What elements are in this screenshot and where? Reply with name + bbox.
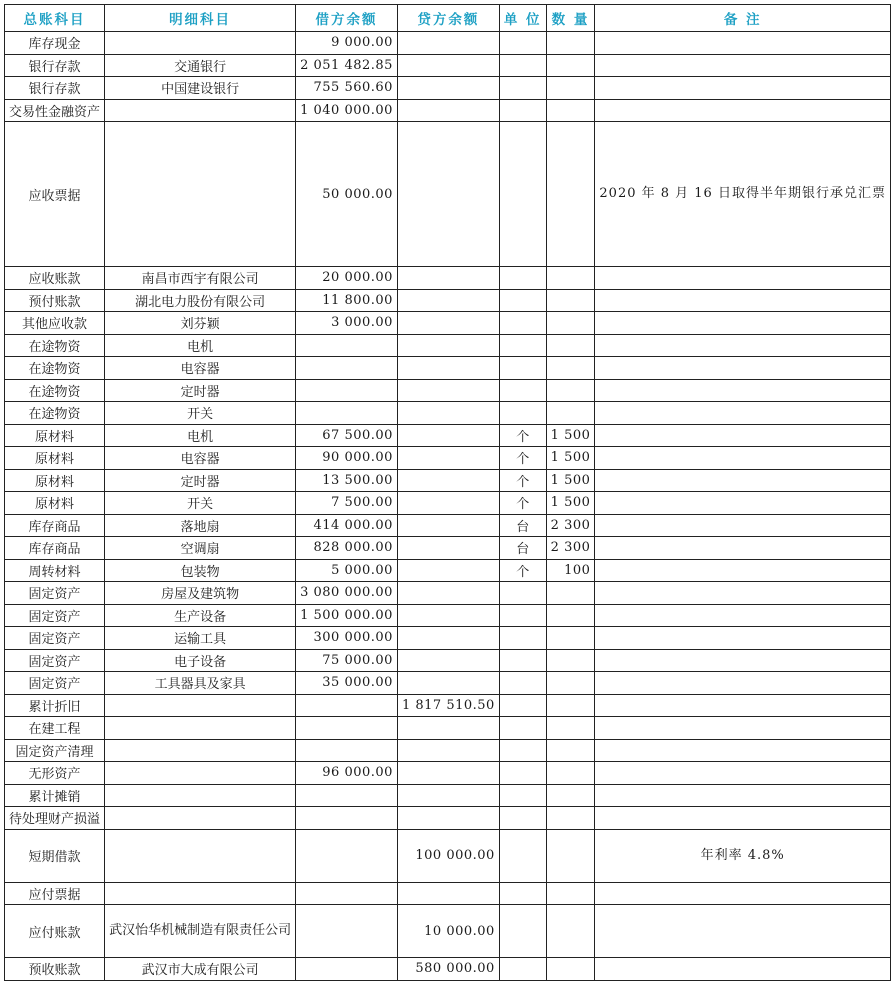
unit-cell xyxy=(499,905,546,958)
debit-cell: 1 500 000.00 xyxy=(296,604,398,627)
debit-cell: 35 000.00 xyxy=(296,672,398,695)
unit-cell xyxy=(499,882,546,905)
account-cell: 周转材料 xyxy=(5,559,105,582)
credit-cell xyxy=(397,402,499,425)
debit-cell: 828 000.00 xyxy=(296,537,398,560)
table-row xyxy=(5,492,891,515)
unit-cell xyxy=(499,289,546,312)
table-row xyxy=(5,905,891,958)
qty-cell xyxy=(546,289,595,312)
unit-cell xyxy=(499,784,546,807)
account-cell: 库存商品 xyxy=(5,537,105,560)
unit-cell xyxy=(499,717,546,740)
account-cell: 银行存款 xyxy=(5,77,105,100)
debit-cell: 90 000.00 xyxy=(296,447,398,470)
unit-cell: 个 xyxy=(499,559,546,582)
table-row xyxy=(5,604,891,627)
qty-cell xyxy=(546,402,595,425)
account-cell: 应付票据 xyxy=(5,882,105,905)
credit-cell xyxy=(397,882,499,905)
note-cell xyxy=(595,469,891,492)
credit-cell xyxy=(397,469,499,492)
debit-cell xyxy=(296,402,398,425)
debit-cell xyxy=(296,379,398,402)
debit-cell xyxy=(296,882,398,905)
table-row xyxy=(5,289,891,312)
debit-cell xyxy=(296,357,398,380)
credit-cell xyxy=(397,807,499,830)
detail-cell xyxy=(105,739,296,762)
unit-cell xyxy=(499,267,546,290)
account-cell: 在途物资 xyxy=(5,334,105,357)
unit-cell xyxy=(499,958,546,981)
note-cell xyxy=(595,537,891,560)
note-cell xyxy=(595,492,891,515)
debit-cell xyxy=(296,739,398,762)
note-cell xyxy=(595,447,891,470)
unit-cell: 个 xyxy=(499,492,546,515)
detail-cell xyxy=(105,807,296,830)
note-cell xyxy=(595,77,891,100)
debit-cell: 75 000.00 xyxy=(296,649,398,672)
qty-cell: 2 300 xyxy=(546,537,595,560)
debit-cell: 3 080 000.00 xyxy=(296,582,398,605)
detail-cell: 包装物 xyxy=(105,559,296,582)
unit-cell: 个 xyxy=(499,469,546,492)
detail-cell xyxy=(105,717,296,740)
credit-cell xyxy=(397,739,499,762)
table-row xyxy=(5,424,891,447)
debit-cell: 1 040 000.00 xyxy=(296,99,398,122)
unit-cell xyxy=(499,582,546,605)
note-cell xyxy=(595,882,891,905)
unit-cell xyxy=(499,122,546,267)
unit-cell xyxy=(499,99,546,122)
note-cell xyxy=(595,649,891,672)
note-cell xyxy=(595,717,891,740)
account-cell: 原材料 xyxy=(5,447,105,470)
unit-cell xyxy=(499,77,546,100)
qty-cell xyxy=(546,958,595,981)
credit-cell xyxy=(397,649,499,672)
note-cell xyxy=(595,672,891,695)
unit-cell xyxy=(499,32,546,55)
credit-cell xyxy=(397,379,499,402)
detail-cell: 开关 xyxy=(105,402,296,425)
debit-cell xyxy=(296,829,398,882)
account-cell: 其他应收款 xyxy=(5,312,105,335)
qty-cell xyxy=(546,312,595,335)
account-cell: 原材料 xyxy=(5,469,105,492)
note-cell xyxy=(595,379,891,402)
account-cell: 在途物资 xyxy=(5,379,105,402)
qty-cell xyxy=(546,77,595,100)
note-cell xyxy=(595,424,891,447)
table-row xyxy=(5,739,891,762)
note-cell xyxy=(595,54,891,77)
qty-cell xyxy=(546,882,595,905)
qty-cell xyxy=(546,379,595,402)
detail-cell: 南昌市西宇有限公司 xyxy=(105,267,296,290)
credit-cell xyxy=(397,582,499,605)
debit-cell xyxy=(296,807,398,830)
note-cell xyxy=(595,604,891,627)
table-row xyxy=(5,379,891,402)
credit-cell xyxy=(397,537,499,560)
detail-cell xyxy=(105,99,296,122)
detail-cell: 定时器 xyxy=(105,379,296,402)
qty-cell xyxy=(546,99,595,122)
debit-cell: 755 560.60 xyxy=(296,77,398,100)
qty-cell xyxy=(546,739,595,762)
account-cell: 原材料 xyxy=(5,492,105,515)
credit-cell xyxy=(397,54,499,77)
qty-cell xyxy=(546,267,595,290)
account-cell: 短期借款 xyxy=(5,829,105,882)
note-cell xyxy=(595,807,891,830)
detail-cell: 电容器 xyxy=(105,357,296,380)
detail-cell xyxy=(105,32,296,55)
header-qty: 数 量 xyxy=(546,5,595,32)
qty-cell xyxy=(546,54,595,77)
qty-cell xyxy=(546,32,595,55)
detail-cell: 房屋及建筑物 xyxy=(105,582,296,605)
account-cell: 固定资产 xyxy=(5,649,105,672)
detail-cell: 刘芬颖 xyxy=(105,312,296,335)
table-row xyxy=(5,649,891,672)
credit-cell xyxy=(397,357,499,380)
account-cell: 在建工程 xyxy=(5,717,105,740)
table-row xyxy=(5,627,891,650)
debit-cell: 5 000.00 xyxy=(296,559,398,582)
qty-cell xyxy=(546,784,595,807)
debit-cell: 20 000.00 xyxy=(296,267,398,290)
unit-cell xyxy=(499,334,546,357)
account-cell: 预收账款 xyxy=(5,958,105,981)
table-row xyxy=(5,267,891,290)
detail-cell xyxy=(105,882,296,905)
account-cell: 固定资产 xyxy=(5,582,105,605)
unit-cell xyxy=(499,829,546,882)
note-cell xyxy=(595,32,891,55)
credit-cell xyxy=(397,77,499,100)
account-cell: 固定资产 xyxy=(5,672,105,695)
detail-cell xyxy=(105,122,296,267)
header-detail: 明细科目 xyxy=(105,5,296,32)
detail-cell: 中国建设银行 xyxy=(105,77,296,100)
qty-cell xyxy=(546,694,595,717)
note-cell xyxy=(595,267,891,290)
note-cell xyxy=(595,958,891,981)
table-row xyxy=(5,537,891,560)
header-row xyxy=(5,5,891,32)
credit-cell xyxy=(397,447,499,470)
detail-cell xyxy=(105,784,296,807)
qty-cell xyxy=(546,604,595,627)
note-cell xyxy=(595,905,891,958)
unit-cell xyxy=(499,312,546,335)
note-cell xyxy=(595,784,891,807)
qty-cell xyxy=(546,807,595,830)
credit-cell xyxy=(397,717,499,740)
credit-cell: 1 817 510.50 xyxy=(397,694,499,717)
qty-cell xyxy=(546,717,595,740)
debit-cell: 13 500.00 xyxy=(296,469,398,492)
unit-cell: 台 xyxy=(499,537,546,560)
qty-cell xyxy=(546,672,595,695)
table-row xyxy=(5,469,891,492)
table-row xyxy=(5,122,891,267)
table-row xyxy=(5,514,891,537)
table-row xyxy=(5,784,891,807)
detail-cell: 武汉市大成有限公司 xyxy=(105,958,296,981)
detail-cell: 电机 xyxy=(105,334,296,357)
account-cell: 应收账款 xyxy=(5,267,105,290)
credit-cell xyxy=(397,762,499,785)
balance-table xyxy=(4,4,891,981)
table-row xyxy=(5,882,891,905)
account-cell: 应收票据 xyxy=(5,122,105,267)
qty-cell: 1 500 xyxy=(546,424,595,447)
credit-cell xyxy=(397,424,499,447)
credit-cell xyxy=(397,604,499,627)
unit-cell xyxy=(499,672,546,695)
unit-cell: 个 xyxy=(499,447,546,470)
unit-cell xyxy=(499,627,546,650)
detail-cell: 生产设备 xyxy=(105,604,296,627)
table-row xyxy=(5,402,891,425)
account-cell: 库存现金 xyxy=(5,32,105,55)
unit-cell xyxy=(499,807,546,830)
detail-cell: 运输工具 xyxy=(105,627,296,650)
table-row xyxy=(5,77,891,100)
unit-cell xyxy=(499,402,546,425)
table-row xyxy=(5,559,891,582)
credit-cell: 10 000.00 xyxy=(397,905,499,958)
detail-cell: 空调扇 xyxy=(105,537,296,560)
debit-cell xyxy=(296,694,398,717)
note-cell xyxy=(595,402,891,425)
debit-cell: 9 000.00 xyxy=(296,32,398,55)
note-cell xyxy=(595,694,891,717)
credit-cell xyxy=(397,627,499,650)
note-cell xyxy=(595,312,891,335)
table-row xyxy=(5,672,891,695)
detail-cell: 开关 xyxy=(105,492,296,515)
debit-cell: 7 500.00 xyxy=(296,492,398,515)
qty-cell: 100 xyxy=(546,559,595,582)
unit-cell xyxy=(499,739,546,762)
debit-cell: 96 000.00 xyxy=(296,762,398,785)
detail-cell: 落地扇 xyxy=(105,514,296,537)
unit-cell xyxy=(499,357,546,380)
header-debit: 借方余额 xyxy=(296,5,398,32)
credit-cell xyxy=(397,492,499,515)
qty-cell xyxy=(546,627,595,650)
credit-cell: 100 000.00 xyxy=(397,829,499,882)
qty-cell xyxy=(546,905,595,958)
table-row xyxy=(5,582,891,605)
qty-cell xyxy=(546,582,595,605)
header-note: 备 注 xyxy=(595,5,891,32)
unit-cell xyxy=(499,379,546,402)
unit-cell xyxy=(499,762,546,785)
credit-cell xyxy=(397,312,499,335)
note-cell xyxy=(595,99,891,122)
header-account: 总账科目 xyxy=(5,5,105,32)
note-cell: 2020 年 8 月 16 日取得半年期银行承兑汇票 xyxy=(595,122,891,267)
table-row xyxy=(5,54,891,77)
qty-cell xyxy=(546,762,595,785)
detail-cell: 湖北电力股份有限公司 xyxy=(105,289,296,312)
table-row xyxy=(5,762,891,785)
account-cell: 在途物资 xyxy=(5,402,105,425)
table-row xyxy=(5,717,891,740)
account-cell: 无形资产 xyxy=(5,762,105,785)
note-cell: 年利率 4.8% xyxy=(595,829,891,882)
qty-cell xyxy=(546,829,595,882)
detail-cell: 电子设备 xyxy=(105,649,296,672)
unit-cell xyxy=(499,649,546,672)
credit-cell xyxy=(397,99,499,122)
qty-cell: 2 300 xyxy=(546,514,595,537)
note-cell xyxy=(595,739,891,762)
debit-cell: 67 500.00 xyxy=(296,424,398,447)
note-cell xyxy=(595,289,891,312)
account-cell: 应付账款 xyxy=(5,905,105,958)
account-cell: 预付账款 xyxy=(5,289,105,312)
qty-cell: 1 500 xyxy=(546,469,595,492)
debit-cell: 2 051 482.85 xyxy=(296,54,398,77)
table-row xyxy=(5,32,891,55)
credit-cell xyxy=(397,672,499,695)
account-cell: 累计摊销 xyxy=(5,784,105,807)
table-row xyxy=(5,694,891,717)
credit-cell xyxy=(397,122,499,267)
unit-cell: 台 xyxy=(499,514,546,537)
table-row xyxy=(5,829,891,882)
credit-cell xyxy=(397,32,499,55)
credit-cell xyxy=(397,559,499,582)
detail-cell xyxy=(105,694,296,717)
note-cell xyxy=(595,627,891,650)
qty-cell xyxy=(546,357,595,380)
unit-cell xyxy=(499,694,546,717)
detail-cell: 电容器 xyxy=(105,447,296,470)
account-cell: 在途物资 xyxy=(5,357,105,380)
credit-cell xyxy=(397,784,499,807)
account-cell: 原材料 xyxy=(5,424,105,447)
header-unit: 单 位 xyxy=(499,5,546,32)
debit-cell: 50 000.00 xyxy=(296,122,398,267)
detail-cell: 武汉怡华机械制造有限责任公司 xyxy=(105,905,296,958)
table-row xyxy=(5,357,891,380)
credit-cell xyxy=(397,267,499,290)
detail-cell: 工具器具及家具 xyxy=(105,672,296,695)
table-row xyxy=(5,312,891,335)
account-cell: 固定资产清理 xyxy=(5,739,105,762)
qty-cell: 1 500 xyxy=(546,447,595,470)
table-body xyxy=(5,32,891,981)
qty-cell xyxy=(546,649,595,672)
account-cell: 库存商品 xyxy=(5,514,105,537)
table-row xyxy=(5,334,891,357)
note-cell xyxy=(595,762,891,785)
qty-cell: 1 500 xyxy=(546,492,595,515)
debit-cell: 3 000.00 xyxy=(296,312,398,335)
table-row xyxy=(5,807,891,830)
credit-cell xyxy=(397,334,499,357)
header-credit: 贷方余额 xyxy=(397,5,499,32)
detail-cell: 电机 xyxy=(105,424,296,447)
debit-cell xyxy=(296,334,398,357)
note-cell xyxy=(595,334,891,357)
detail-cell xyxy=(105,762,296,785)
account-cell: 待处理财产损溢 xyxy=(5,807,105,830)
credit-cell: 580 000.00 xyxy=(397,958,499,981)
table-row xyxy=(5,99,891,122)
note-cell xyxy=(595,582,891,605)
detail-cell: 定时器 xyxy=(105,469,296,492)
debit-cell xyxy=(296,958,398,981)
debit-cell: 300 000.00 xyxy=(296,627,398,650)
note-cell xyxy=(595,357,891,380)
detail-cell xyxy=(105,829,296,882)
qty-cell xyxy=(546,334,595,357)
note-cell xyxy=(595,559,891,582)
account-cell: 累计折旧 xyxy=(5,694,105,717)
debit-cell xyxy=(296,717,398,740)
note-cell xyxy=(595,514,891,537)
table-row xyxy=(5,958,891,981)
unit-cell xyxy=(499,604,546,627)
debit-cell xyxy=(296,905,398,958)
credit-cell xyxy=(397,514,499,537)
unit-cell: 个 xyxy=(499,424,546,447)
unit-cell xyxy=(499,54,546,77)
account-cell: 固定资产 xyxy=(5,627,105,650)
account-cell: 银行存款 xyxy=(5,54,105,77)
account-cell: 交易性金融资产 xyxy=(5,99,105,122)
debit-cell: 11 800.00 xyxy=(296,289,398,312)
debit-cell: 414 000.00 xyxy=(296,514,398,537)
table-row xyxy=(5,447,891,470)
credit-cell xyxy=(397,289,499,312)
account-cell: 固定资产 xyxy=(5,604,105,627)
debit-cell xyxy=(296,784,398,807)
qty-cell xyxy=(546,122,595,267)
detail-cell: 交通银行 xyxy=(105,54,296,77)
